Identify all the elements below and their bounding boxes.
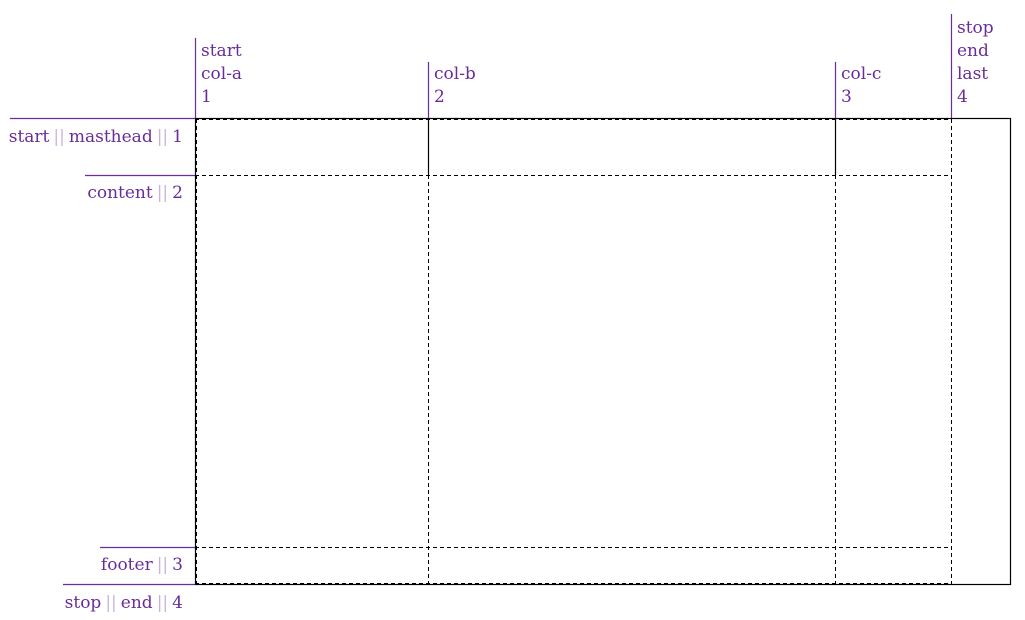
row-line-1-number: 1 [172, 127, 183, 147]
column-line-3-name-col-c: col-c [841, 64, 882, 84]
column-line-1-name-start: start [201, 41, 242, 61]
column-line-4-name-stop: stop [957, 18, 994, 38]
row-line-1-name-masthead: masthead [68, 127, 153, 147]
column-line-2-name-col-b: col-b [434, 64, 476, 84]
grid-cells [195, 119, 952, 584]
column-line-2-number: 2 [434, 87, 445, 107]
row-line-4-label [65, 592, 183, 615]
column-line-1-name-col-a: col-a [201, 64, 243, 84]
column-line-2-label [434, 63, 476, 109]
separator: || [156, 593, 169, 613]
separator: || [156, 555, 169, 575]
row-line-3-number: 3 [172, 555, 183, 575]
column-line-4-number: 4 [957, 87, 968, 107]
separator: || [156, 183, 169, 203]
row-line-1-label [9, 126, 183, 149]
separator: || [156, 127, 169, 147]
column-line-1-number: 1 [201, 87, 212, 107]
column-line-4-label [957, 17, 994, 109]
row-line-3-name-footer: footer [100, 555, 153, 575]
column-line-1-label [201, 40, 242, 109]
row-line-3-label [101, 554, 183, 577]
row-line-2-label [87, 182, 183, 205]
row-line-4-name-end: end [120, 593, 153, 613]
column-line-3-label [841, 63, 881, 109]
row-line-1-name-start: start [8, 127, 50, 147]
column-line-4-name-end: end [957, 41, 989, 61]
row-line-2-number: 2 [172, 183, 183, 203]
grid-container-outline [196, 119, 1011, 585]
column-line-3-number: 3 [841, 87, 852, 107]
row-line-2-name-content: content [87, 183, 153, 203]
row-line-4-number: 4 [172, 593, 183, 613]
separator: || [53, 127, 65, 147]
column-line-4-name-last: last [957, 64, 989, 84]
separator: || [105, 593, 117, 613]
row-line-4-name-stop: stop [64, 593, 102, 613]
